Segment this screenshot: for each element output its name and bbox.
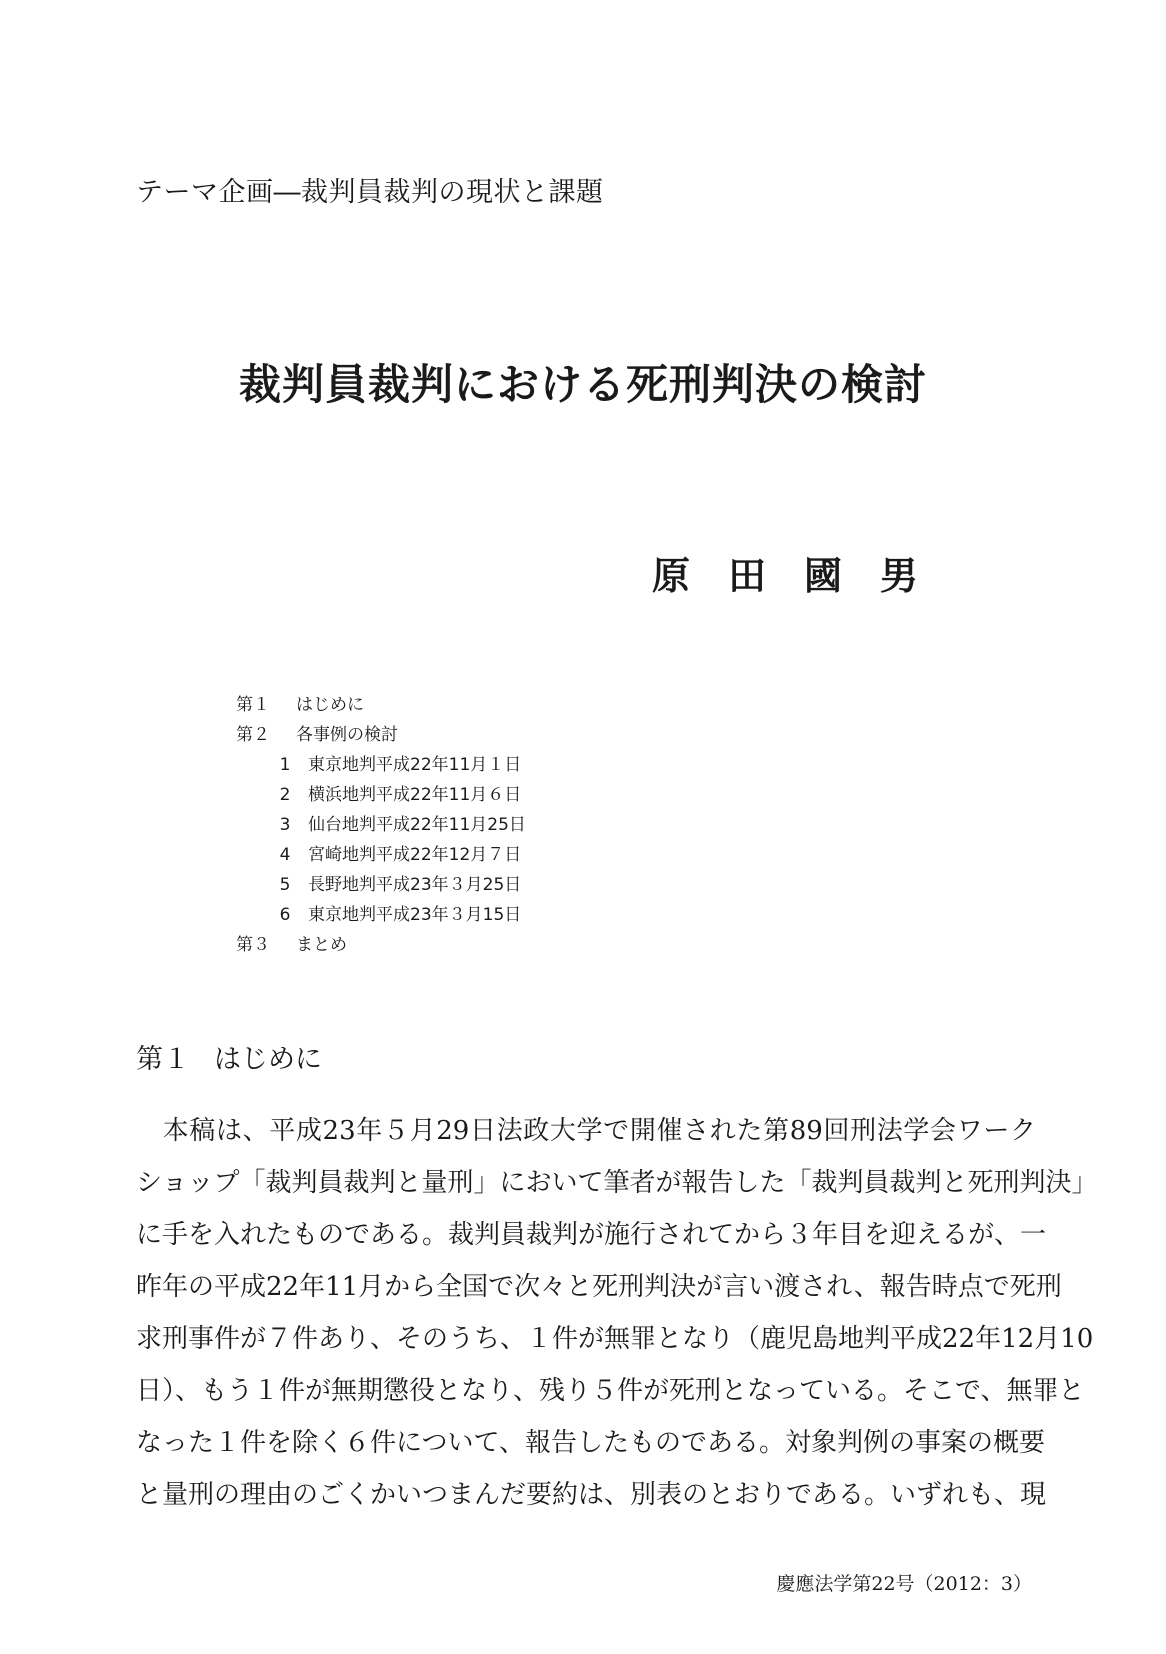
toc-number: 第２ [236, 725, 270, 745]
toc-number: 1 [279, 755, 291, 775]
toc-label: 横浜地判平成22年11月６日 [308, 785, 522, 805]
toc-item [236, 690, 526, 720]
body-line: と量刑の理由のごくかいつまんだ要約は、別表のとおりである。いずれも、現 [136, 1480, 1047, 1510]
journal-footer: 慶應法学第22号（2012：3） [776, 1573, 1032, 1595]
toc-label: 東京地判平成22年11月１日 [308, 755, 522, 775]
toc-label: はじめに [296, 695, 364, 715]
toc-number: 4 [279, 845, 291, 865]
body-line: に手を入れたものである。裁判員裁判が施行されてから３年目を迎えるが、一 [136, 1220, 1047, 1250]
section-heading [136, 1037, 322, 1076]
body-line: 求刑事件が７件あり、そのうち、１件が無罪となり（鹿児島地判平成22年12月10 [136, 1324, 1094, 1354]
toc-item [236, 930, 526, 960]
series-label: テーマ企画―裁判員裁判の現状と課題 [136, 177, 604, 208]
toc-number: 5 [279, 875, 291, 895]
article-title: 裁判員裁判における死刑判決の検討 [238, 360, 927, 409]
toc-number: 6 [279, 905, 291, 925]
toc-label: まとめ [296, 935, 347, 955]
toc-label: 宮崎地判平成22年12月７日 [308, 845, 522, 865]
body-text [136, 1105, 1098, 1521]
toc-number: 第１ [236, 695, 270, 715]
toc-number: 2 [279, 785, 291, 805]
section-number: 第１ [136, 1044, 190, 1075]
toc-label: 各事例の検討 [296, 725, 398, 745]
author-name: 原田國男 [651, 553, 956, 598]
body-line: なった１件を除く６件について、報告したものである。対象判例の事案の概要 [136, 1428, 1045, 1458]
toc-item [236, 810, 526, 840]
body-line: 昨年の平成22年11月から全国で次々と死刑判決が言い渡され、報告時点で死刑 [136, 1272, 1062, 1302]
toc-number: 3 [279, 815, 291, 835]
toc-item [236, 750, 526, 780]
body-line: 本稿は、平成23年５月29日法政大学で開催された第89回刑法学会ワーク [136, 1116, 1036, 1146]
toc-label: 仙台地判平成22年11月25日 [308, 815, 526, 835]
toc-item [236, 780, 526, 810]
section-title: はじめに [214, 1044, 322, 1075]
toc-item [236, 840, 526, 870]
toc-item [236, 870, 526, 900]
toc-label: 長野地判平成23年３月25日 [308, 875, 522, 895]
toc-item [236, 720, 526, 750]
table-of-contents [236, 690, 526, 960]
body-line: ショップ「裁判員裁判と量刑」において筆者が報告した「裁判員裁判と死刑判決」 [136, 1168, 1098, 1198]
toc-label: 東京地判平成23年３月15日 [308, 905, 522, 925]
body-line: 日）、もう１件が無期懲役となり、残り５件が死刑となっている。そこで、無罪と [136, 1376, 1085, 1406]
toc-item [236, 900, 526, 930]
toc-number: 第３ [236, 935, 270, 955]
